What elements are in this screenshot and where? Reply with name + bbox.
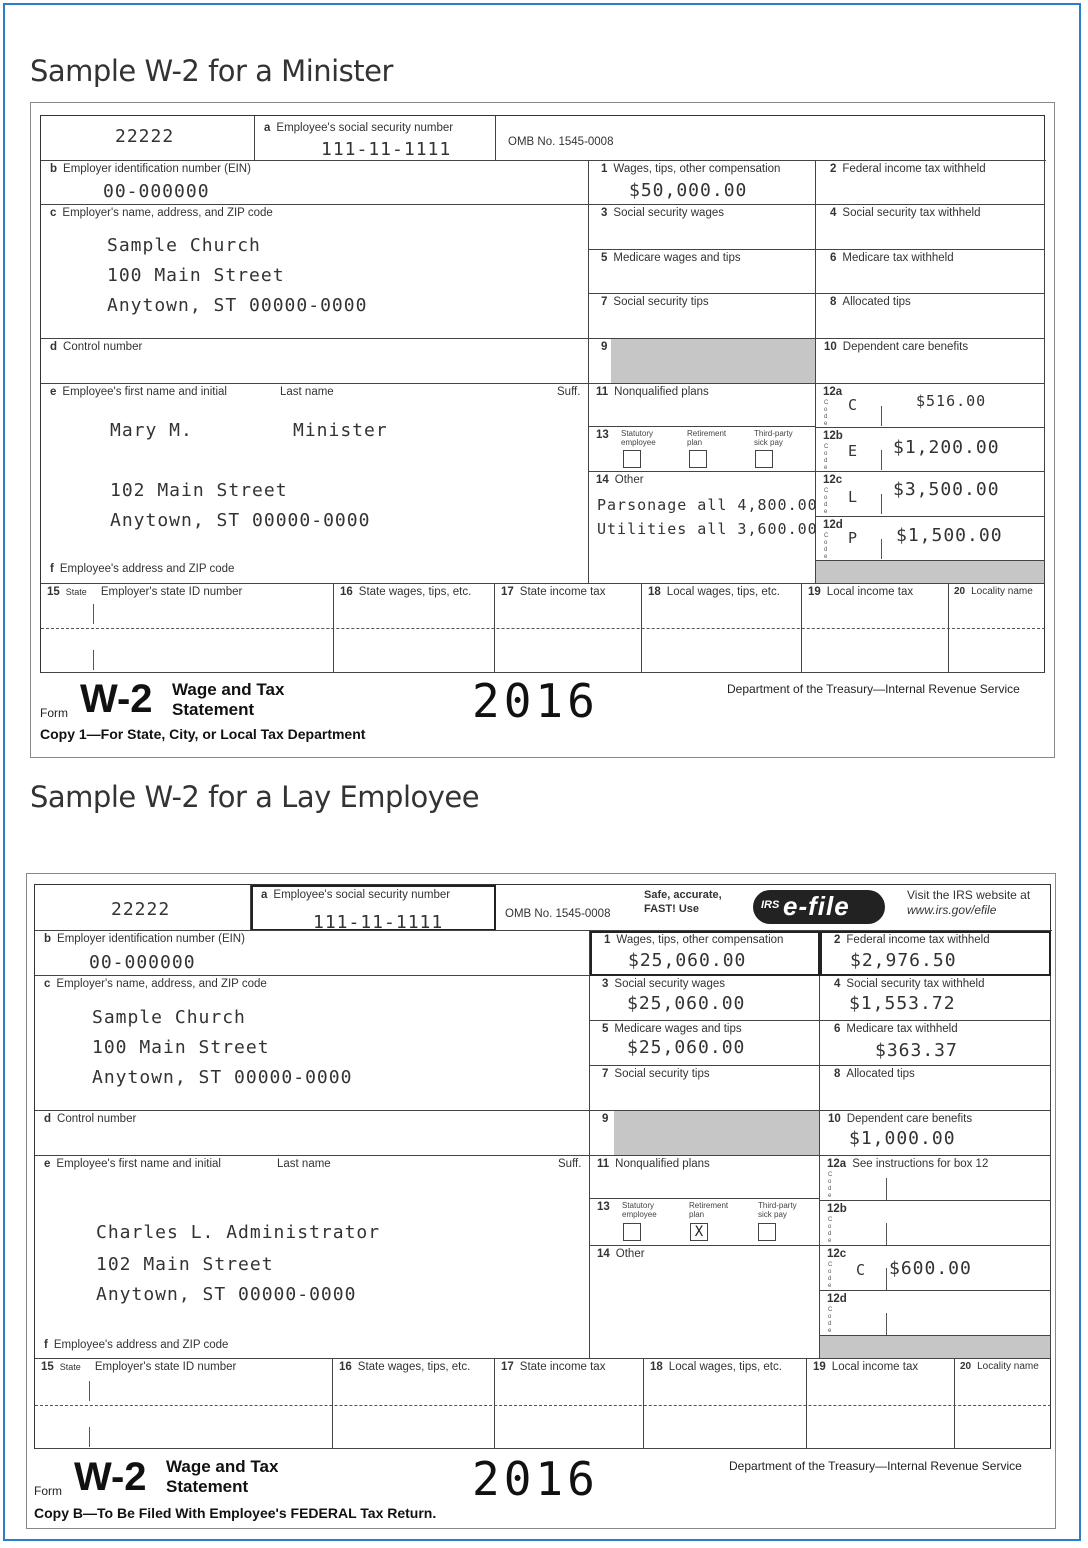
box12b-cell: 12b Code E $1,200.00 [816,428,1045,472]
box4-value: $1,553.72 [849,993,956,1014]
box12d-cell: 12d Code P $1,500.00 [816,517,1045,561]
ssn-cell: a Employee's social security number 111-11-1111 [255,116,496,161]
box6-cell: 6 Medicare tax withheld $363.37 [820,1021,1051,1066]
void-code: 22222 [115,126,175,147]
lay-w2-form [34,884,1051,1449]
last-name-label: Last name [280,386,334,398]
box3-cell: 3 Social security wages $25,060.00 [590,976,820,1021]
box12c-cell: 12c Code C $600.00 [820,1246,1051,1291]
box20-cell: 20 Locality name [949,584,1045,673]
omb-number: OMB No. 1545-0008 [505,908,611,920]
box12d-value: $1,500.00 [896,525,1003,546]
box19-cell: 19 Local income tax [802,584,949,673]
employee-name-label: Employee's first name and initial [56,1158,221,1170]
ein-cell: b Employer identification number (EIN) 00-000000 [35,931,590,976]
ssn-label: Employee's social security number [273,889,451,901]
box11-cell: 11 Nonqualified plans [589,384,816,427]
box1-cell: 1 Wages, tips, other compensation $25,060.00 [590,931,820,976]
ein-value: 00-000000 [103,181,210,202]
box12d-cell: 12d Code [820,1291,1051,1336]
box10-cell: 10 Dependent care benefits [816,339,1045,384]
tax-year: 2016 [472,1452,599,1506]
w2-title: W-2 [80,677,153,721]
control-label: Control number [63,341,143,353]
box12a-cell: 12a See instructions for box 12 Code [820,1156,1051,1201]
employee-cell: e Employee's first name and initial Last name Suff. Mary M. Minister 102 Main Street Anytown, ST 00000-0000 f Employee's address and ZIP code [41,384,589,584]
box17-cell: 17 State income tax [495,584,642,673]
employee-name-label: Employee's first name and initial [62,386,227,398]
box8-cell: 8 Allocated tips [820,1066,1051,1111]
employee-street: 102 Main Street [96,1254,274,1275]
box18-cell: 18 Local wages, tips, etc. [642,584,802,673]
box7-cell: 7 Social security tips [590,1066,820,1111]
box12b-cell: 12b Code [820,1201,1051,1246]
box5-value: $25,060.00 [627,1037,746,1058]
wage-title-line2: Statement [172,700,255,719]
box13-cell: 13 Statutory employee Retirement plan Third-party sick pay [589,427,816,472]
box5-cell: 5 Medicare wages and tips $25,060.00 [590,1021,820,1066]
box12b-code: E [848,442,859,460]
employee-name: Charles L. Administrator [96,1222,381,1243]
ein-value: 00-000000 [89,952,196,973]
employer-label: Employer's name, address, and ZIP code [62,207,273,219]
ein-cell: b Employer identification number (EIN) 00-000000 [41,161,589,205]
last-name-label: Last name [277,1158,331,1170]
employer-street: 100 Main Street [92,1037,270,1058]
box13-cell: 13 Statutory employee Retirement plan Third-party sick pay X [590,1199,820,1246]
copy-text: Copy 1—For State, City, or Local Tax Department [40,726,366,742]
box4-cell: 4 Social security tax withheld [816,205,1045,250]
safe-line-2: FAST! Use [644,903,700,915]
employer-city: Anytown, ST 00000-0000 [92,1067,353,1088]
employer-street: 100 Main Street [107,265,285,286]
box16-cell: 16 State wages, tips, etc. [333,1359,495,1449]
box6-cell: 6 Medicare tax withheld [816,250,1045,294]
box2-value: $2,976.50 [850,950,957,971]
employer-cell: c Employer's name, address, and ZIP code Sample Church 100 Main Street Anytown, ST 00000-0000 [35,976,590,1111]
suffix-label: Suff. [558,1158,582,1170]
box3-value: $25,060.00 [627,993,746,1014]
visit-line-1: Visit the IRS website at [907,888,1031,902]
lay-heading: Sample W-2 for a Lay Employee [30,780,480,814]
box16-cell: 16 State wages, tips, etc. [334,584,495,673]
ssn-value: 111-11-1111 [321,139,452,160]
box5-cell: 5 Medicare wages and tips [589,250,816,294]
ein-label: Employer identification number (EIN) [63,163,251,175]
box14-cell: 14 Other Parsonage all 4,800.00 Utilities all 3,600.00 [589,472,816,584]
box1-cell: 1 Wages, tips, other compensation $50,000.00 [589,161,816,205]
minister-heading: Sample W-2 for a Minister [30,54,393,88]
w2-title: W-2 [74,1455,147,1499]
wage-title-line1: Wage and Tax [166,1457,279,1476]
ein-label: Employer identification number (EIN) [57,933,245,945]
statutory-employee-checkbox[interactable] [623,450,641,468]
control-cell: d Control number [35,1111,590,1156]
void-code: 22222 [111,899,171,920]
box19-cell: 19 Local income tax [807,1359,955,1449]
box12c-cell: 12c Code L $3,500.00 [816,472,1045,517]
box12a-label: See instructions for box 12 [852,1158,989,1170]
employer-name: Sample Church [107,235,261,256]
box18-cell: 18 Local wages, tips, etc. [644,1359,807,1449]
ssn-cell: a Employee's social security number 111-11-1111 [251,885,496,931]
box12c-code: C [856,1261,867,1279]
statutory-employee-checkbox[interactable] [623,1223,641,1241]
box12-shade [820,1336,1051,1359]
box2-cell: 2 Federal income tax withheld [816,161,1045,205]
box10-value: $1,000.00 [849,1128,956,1149]
other-line-2: Utilities all 3,600.00 [597,520,818,538]
employer-label: Employer's name, address, and ZIP code [56,978,267,990]
tax-year: 2016 [472,674,599,728]
box6-value: $363.37 [875,1040,958,1061]
wage-title-line1: Wage and Tax [172,680,285,699]
box1-value: $25,060.00 [628,950,747,971]
box12c-code: L [848,488,859,506]
control-label: Control number [57,1113,137,1125]
employee-last-name: Minister [293,420,388,441]
ssn-value: 111-11-1111 [313,912,444,933]
box12d-code: P [848,529,859,547]
employee-address-label: Employee's address and ZIP code [53,1339,229,1351]
employer-cell: c Employer's name, address, and ZIP code Sample Church 100 Main Street Anytown, ST 00000-0000 [41,205,589,339]
minister-w2-form [40,115,1045,673]
box15-cell: 15 State Employer's state ID number [41,584,334,673]
void-code-cell [35,885,251,931]
employee-city: Anytown, ST 00000-0000 [110,510,371,531]
ssn-label: Employee's social security number [276,122,454,134]
box14-cell: 14 Other [590,1246,820,1359]
dept-text: Department of the Treasury—Internal Revenue Service [729,1459,1022,1473]
dept-text: Department of the Treasury—Internal Revenue Service [727,682,1020,696]
form-word: Form [34,1484,62,1498]
retirement-plan-checkbox[interactable] [689,450,707,468]
box3-cell: 3 Social security wages [589,205,816,250]
box10-cell: 10 Dependent care benefits $1,000.00 [820,1111,1051,1156]
box12a-code: C [848,396,859,414]
form-word: Form [40,706,68,720]
box8-cell: 8 Allocated tips [816,294,1045,339]
box9-cell: 9 [589,339,816,384]
third-party-sick-pay-checkbox[interactable] [755,450,773,468]
copy-text: Copy B—To Be Filed With Employee's FEDERAL Tax Return. [34,1505,437,1521]
suffix-label: Suff. [557,386,581,398]
box4-cell: 4 Social security tax withheld $1,553.72 [820,976,1051,1021]
box12a-cell: 12a Code C $516.00 [816,384,1045,428]
box7-cell: 7 Social security tips [589,294,816,339]
employee-address-label: Employee's address and ZIP code [59,563,235,575]
box1-value: $50,000.00 [629,180,748,201]
employee-cell: e Employee's first name and initial Last name Suff. Charles L. Administrator 102 Main Street Anytown, ST 00000-0000 f Employee's address and ZIP code [35,1156,590,1359]
third-party-sick-pay-checkbox[interactable] [758,1223,776,1241]
box12a-value: $516.00 [916,392,987,410]
box12c-value: $3,500.00 [893,479,1000,500]
employer-city: Anytown, ST 00000-0000 [107,295,368,316]
box20-cell: 20 Locality name [955,1359,1051,1449]
employee-street: 102 Main Street [110,480,288,501]
box9-cell: 9 [590,1111,820,1156]
wage-title-line2: Statement [166,1477,249,1496]
omb-number: OMB No. 1545-0008 [508,136,614,148]
visit-line-2: www.irs.gov/efile [907,903,997,917]
efile-logo: IRS e-file [753,890,885,924]
void-code-cell [41,116,255,161]
retirement-plan-checkbox[interactable]: X [690,1223,708,1241]
box12-shade [816,561,1045,584]
employee-first-name: Mary M. [110,420,193,441]
employer-name: Sample Church [92,1007,246,1028]
employee-city: Anytown, ST 00000-0000 [96,1284,357,1305]
box17-cell: 17 State income tax [495,1359,644,1449]
control-cell: d Control number [41,339,589,384]
box11-cell: 11 Nonqualified plans [590,1156,820,1199]
box12c-value: $600.00 [889,1258,972,1279]
box2-cell: 2 Federal income tax withheld $2,976.50 [820,931,1051,976]
box12b-value: $1,200.00 [893,437,1000,458]
box15-cell: 15 State Employer's state ID number [35,1359,333,1449]
other-line-1: Parsonage all 4,800.00 [597,496,818,514]
safe-line-1: Safe, accurate, [644,889,722,901]
